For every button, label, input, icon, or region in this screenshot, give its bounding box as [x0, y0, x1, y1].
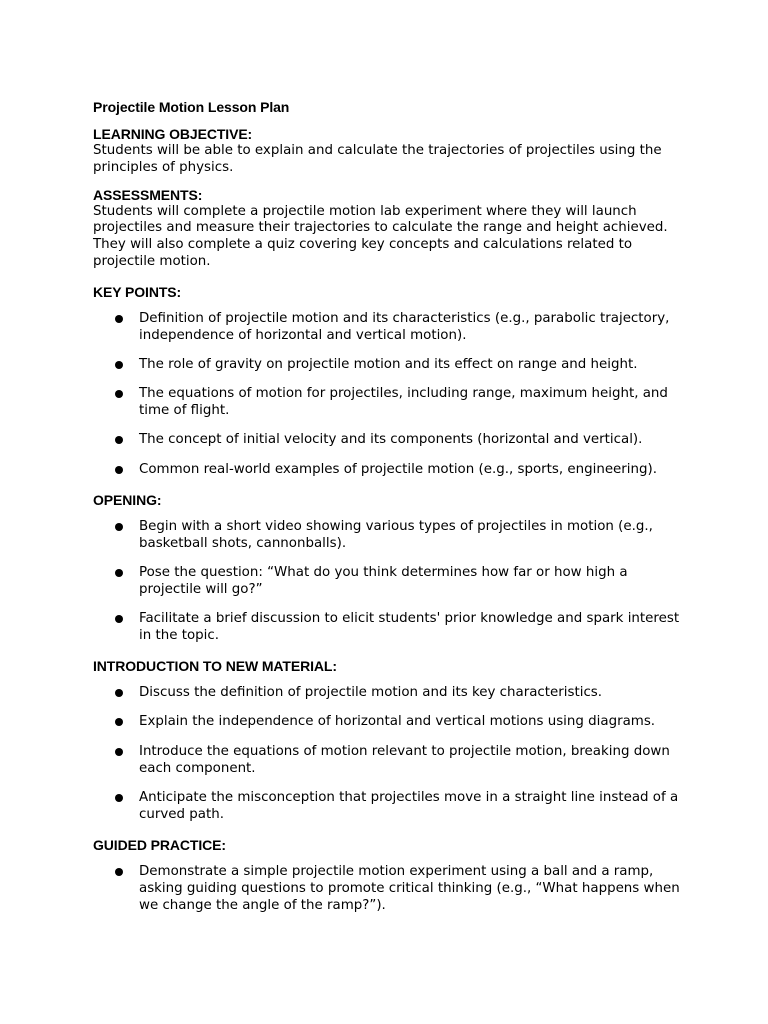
- bullet-icon: [115, 315, 123, 323]
- key-points-list: [93, 311, 693, 479]
- list-item: [93, 386, 693, 420]
- introduction-list: [93, 685, 693, 823]
- bullet-icon: [115, 523, 123, 531]
- list-item-text: Introduce the equations of motion relevant to projectile motion, breaking down each component.: [139, 743, 670, 776]
- guided-practice-list: [93, 864, 693, 914]
- key-points-heading: KEY POINTS:: [93, 283, 182, 300]
- list-item: [93, 685, 693, 702]
- list-item-text: Definition of projectile motion and its characteristics (e.g., parabolic trajectory, independence of horizontal and vertical motion).: [139, 310, 670, 343]
- list-item: [93, 565, 693, 599]
- opening-list: [93, 519, 693, 645]
- lesson-plan-page: [93, 97, 693, 927]
- list-item-text: Explain the independence of horizontal and vertical motions using diagrams.: [139, 714, 656, 730]
- bullet-icon: [115, 390, 123, 398]
- list-item: [93, 311, 693, 345]
- list-item: [93, 519, 693, 553]
- list-item-text: Pose the question: “What do you think determines how far or how high a projectile will go?”: [139, 564, 628, 597]
- document-title: Projectile Motion Lesson Plan: [93, 99, 290, 115]
- bullet-icon: [115, 466, 123, 474]
- list-item: [93, 790, 693, 824]
- list-item-text: Common real-world examples of projectile motion (e.g., sports, engineering).: [139, 461, 657, 477]
- list-item: [93, 864, 693, 914]
- list-item-text: Begin with a short video showing various types of projectiles in motion (e.g., basketball shots, cannonballs).: [139, 518, 653, 551]
- list-item: [93, 611, 693, 645]
- learning-objective-text: Students will be able to explain and calculate the trajectories of projectiles using the principles of physics.: [93, 143, 662, 175]
- assessments-section: [93, 186, 693, 271]
- guided-practice-section: [93, 836, 693, 914]
- list-item: [93, 462, 693, 479]
- list-item: [93, 357, 693, 374]
- bullet-icon: [115, 748, 123, 756]
- list-item-text: Anticipate the misconception that projectiles move in a straight line instead of a curved path.: [139, 789, 679, 822]
- key-points-section: [93, 283, 693, 479]
- assessments-text: Students will complete a projectile motion lab experiment where they will launch projectiles and measure their trajectories to calculate the range and height achieved. They will also complete a quiz covering key concepts and calculations related to projectile motion.: [93, 203, 668, 269]
- learning-objective-section: [93, 125, 693, 177]
- introduction-section: [93, 657, 693, 823]
- bullet-icon: [115, 615, 123, 623]
- list-item-text: Discuss the definition of projectile motion and its key characteristics.: [139, 685, 603, 701]
- bullet-icon: [115, 361, 123, 369]
- introduction-heading: INTRODUCTION TO NEW MATERIAL:: [93, 658, 337, 675]
- bullet-icon: [115, 718, 123, 726]
- list-item-text: The equations of motion for projectiles, including range, maximum height, and time of flight.: [139, 386, 668, 418]
- bullet-icon: [115, 689, 123, 697]
- list-item-text: The role of gravity on projectile motion and its effect on range and height.: [139, 356, 638, 372]
- bullet-icon: [115, 569, 123, 577]
- bullet-icon: [115, 436, 123, 444]
- list-item-text: The concept of initial velocity and its components (horizontal and vertical).: [139, 432, 643, 448]
- opening-section: [93, 491, 693, 645]
- list-item: [93, 432, 693, 449]
- opening-heading: OPENING:: [93, 491, 162, 508]
- guided-practice-heading: GUIDED PRACTICE:: [93, 836, 226, 853]
- learning-objective-heading: LEARNING OBJECTIVE:: [93, 126, 253, 142]
- assessments-heading: ASSESSMENTS:: [93, 186, 203, 203]
- list-item: [93, 744, 693, 778]
- bullet-icon: [115, 794, 123, 802]
- list-item-text: Facilitate a brief discussion to elicit students' prior knowledge and spark interest in the topic.: [139, 611, 680, 643]
- list-item-text: Demonstrate a simple projectile motion experiment using a ball and a ramp, asking guiding questions to promote critical thinking (e.g., “What happens when we change the angle of the ramp?”).: [139, 863, 680, 913]
- list-item: [93, 714, 693, 731]
- bullet-icon: [115, 868, 123, 876]
